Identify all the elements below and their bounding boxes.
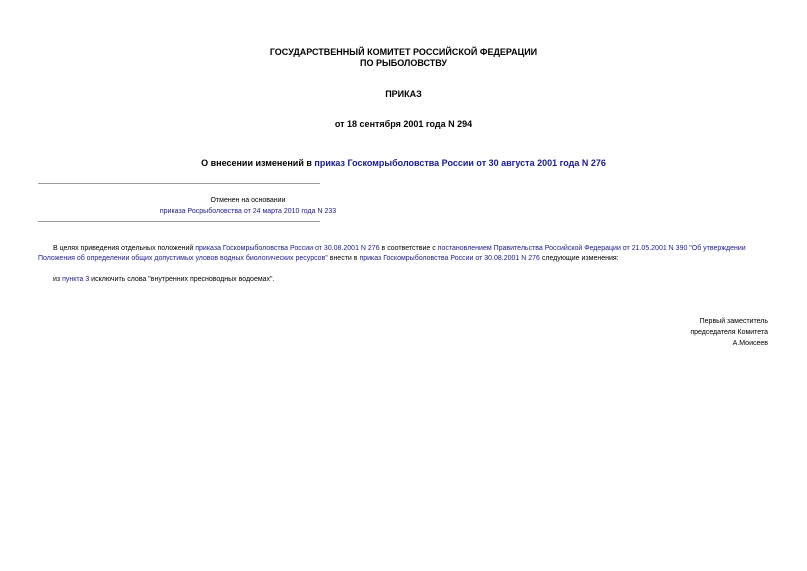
title-amended-order-link[interactable]: приказ Госкомрыболовства России от 30 августа 2001 года N 276: [314, 158, 606, 168]
cancel-order-link[interactable]: приказа Росрыболовства от 24 марта 2010 года N 233: [159, 208, 337, 215]
document-date-number: от 18 сентября 2001 года N 294: [334, 119, 473, 129]
body-paragraph-2: [38, 275, 770, 285]
committee-name-line1: ГОСУДАРСТВЕННЫЙ КОМИТЕТ РОССИЙСКОЙ ФЕДЕРАЦИИ: [269, 47, 538, 57]
body-paragraph-1: [38, 244, 770, 264]
p2-text-2: исключить слова "внутренних пресноводных водоемах".: [89, 276, 275, 283]
divider-top: [38, 183, 320, 184]
p2-link-item-3[interactable]: пункта 3: [62, 276, 90, 283]
p1-link-government-decree[interactable]: постановлением Правительства Российской Федерации от 21.05.2001 N 390 "Об утверждении Положения об определении общих допустимых уловов водных биологических ресурсов": [38, 245, 746, 262]
signature-position-line2: председателя Комитета: [690, 329, 768, 336]
document-type: ПРИКАЗ: [385, 89, 422, 99]
p2-text-1: из: [53, 276, 63, 283]
cancel-note-line1: Отменен на основании: [210, 197, 286, 204]
signature-position-line1: Первый заместитель: [699, 318, 768, 325]
committee-name-line2: ПО РЫБОЛОВСТВУ: [359, 58, 448, 68]
title-prefix: О внесении изменений в: [201, 158, 315, 168]
divider-bottom: [38, 221, 320, 222]
p1-link-order-276-second[interactable]: приказ Госкомрыболовства России от 30.08.2001 N 276: [359, 255, 540, 262]
cancel-note-line2: [38, 207, 458, 216]
document-title: [0, 158, 807, 169]
p1-text-4: следующие изменения:: [539, 255, 619, 262]
signature-name: А.Моисеев: [732, 340, 768, 347]
p1-text-1: В целях приведения отдельных положений: [53, 245, 196, 252]
p1-text-2: в соответствие с: [379, 245, 438, 252]
p1-link-order-276[interactable]: приказа Госкомрыболовства России от 30.08.2001 N 276: [195, 245, 380, 252]
p1-text-3: внести в: [327, 255, 360, 262]
